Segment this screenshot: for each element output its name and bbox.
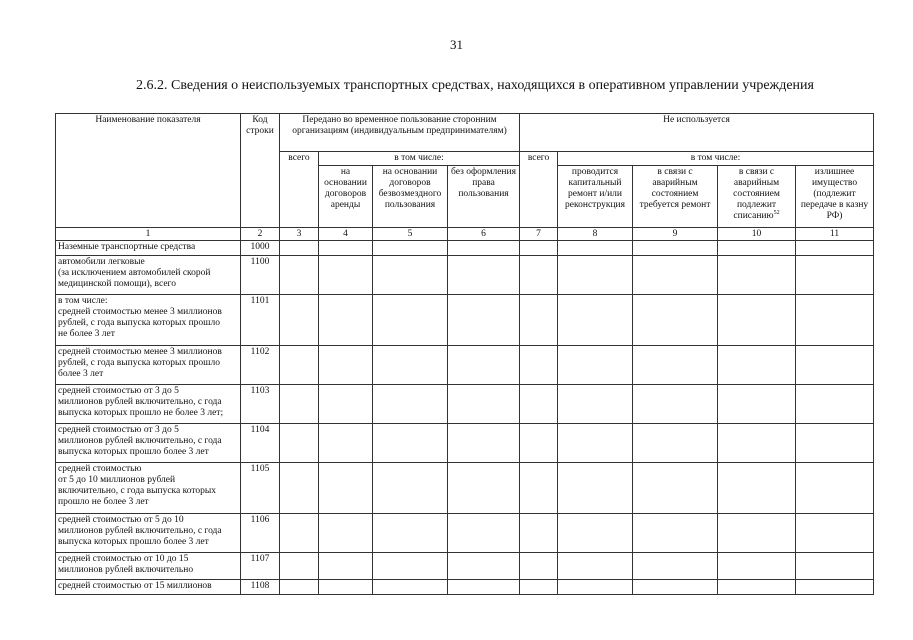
column-number: 9 bbox=[633, 228, 718, 241]
row-code: 1102 bbox=[241, 346, 280, 385]
data-cell bbox=[718, 256, 796, 295]
data-cell bbox=[718, 553, 796, 580]
data-cell bbox=[280, 295, 319, 346]
table-row bbox=[56, 424, 874, 463]
data-cell bbox=[448, 385, 520, 424]
column-number: 7 bbox=[520, 228, 558, 241]
column-number-row bbox=[56, 228, 874, 241]
section-title: 2.6.2. Сведения о неиспользуемых транспортных средствах, находящихся в оперативном управлении учреждения bbox=[136, 78, 814, 93]
data-cell bbox=[280, 346, 319, 385]
data-cell bbox=[319, 553, 373, 580]
column-number: 3 bbox=[280, 228, 319, 241]
data-cell bbox=[448, 580, 520, 595]
data-cell bbox=[558, 463, 633, 514]
column-number: 5 bbox=[373, 228, 448, 241]
header-transferred-total: всего bbox=[280, 152, 319, 228]
row-code: 1106 bbox=[241, 514, 280, 553]
data-cell bbox=[319, 424, 373, 463]
table-body bbox=[56, 241, 874, 595]
row-name: средней стоимостью от 10 до 15 миллионов рублей включительно bbox=[56, 553, 241, 580]
header-emergency-writeoff-text: в связи с аварийным состоянием подлежит списанию bbox=[733, 167, 780, 221]
table-row bbox=[56, 514, 874, 553]
column-number: 2 bbox=[241, 228, 280, 241]
column-number: 11 bbox=[796, 228, 874, 241]
data-cell bbox=[280, 463, 319, 514]
data-cell bbox=[633, 385, 718, 424]
header-surplus: излишнее имущество (подлежит передаче в казну РФ) bbox=[796, 166, 874, 228]
data-cell bbox=[448, 241, 520, 256]
row-code: 1105 bbox=[241, 463, 280, 514]
header-group-transferred: Передано во временное пользование сторонним организациям (индивидуальным предпринимателям) bbox=[280, 114, 520, 152]
data-cell bbox=[796, 424, 874, 463]
table-row bbox=[56, 256, 874, 295]
row-code: 1100 bbox=[241, 256, 280, 295]
data-cell bbox=[796, 385, 874, 424]
data-cell bbox=[373, 385, 448, 424]
header-unused-including: в том числе: bbox=[558, 152, 874, 166]
data-cell bbox=[280, 424, 319, 463]
data-cell bbox=[280, 385, 319, 424]
header-lease: на основании договоров аренды bbox=[319, 166, 373, 228]
data-cell bbox=[633, 241, 718, 256]
data-cell bbox=[448, 346, 520, 385]
table-row bbox=[56, 463, 874, 514]
column-number: 8 bbox=[558, 228, 633, 241]
data-cell bbox=[796, 241, 874, 256]
data-cell bbox=[520, 346, 558, 385]
data-cell bbox=[718, 346, 796, 385]
data-cell bbox=[796, 580, 874, 595]
header-unused-total: всего bbox=[520, 152, 558, 228]
data-cell bbox=[718, 424, 796, 463]
data-cell bbox=[373, 463, 448, 514]
table-row bbox=[56, 295, 874, 346]
row-name: средней стоимостью от 5 до 10 миллионов рублей включительно, с года выпуска которых прошло не более 3 лет bbox=[56, 463, 241, 514]
data-cell bbox=[718, 514, 796, 553]
data-cell bbox=[718, 580, 796, 595]
data-cell bbox=[280, 241, 319, 256]
data-cell bbox=[558, 346, 633, 385]
data-cell bbox=[718, 463, 796, 514]
data-cell bbox=[796, 256, 874, 295]
data-cell bbox=[373, 346, 448, 385]
header-no-rights: без оформления права пользования bbox=[448, 166, 520, 228]
data-cell bbox=[373, 241, 448, 256]
footnote-marker: 52 bbox=[773, 209, 780, 216]
header-code: Код строки bbox=[241, 114, 280, 228]
data-cell bbox=[633, 553, 718, 580]
data-cell bbox=[633, 514, 718, 553]
data-cell bbox=[448, 463, 520, 514]
row-name: автомобили легковые (за исключением автомобилей скорой медицинской помощи), всего bbox=[56, 256, 241, 295]
row-name: Наземные транспортные средства bbox=[56, 241, 241, 256]
data-cell bbox=[633, 463, 718, 514]
data-cell bbox=[558, 295, 633, 346]
data-cell bbox=[633, 295, 718, 346]
data-cell bbox=[520, 295, 558, 346]
data-cell bbox=[718, 241, 796, 256]
data-cell bbox=[796, 346, 874, 385]
data-cell bbox=[520, 256, 558, 295]
table-row bbox=[56, 385, 874, 424]
data-cell bbox=[558, 580, 633, 595]
header-free-use: на основании договоров безвозмездного пользования bbox=[373, 166, 448, 228]
data-cell bbox=[558, 256, 633, 295]
data-cell bbox=[319, 256, 373, 295]
data-cell bbox=[319, 580, 373, 595]
data-cell bbox=[373, 256, 448, 295]
data-cell bbox=[373, 553, 448, 580]
table-container bbox=[55, 113, 875, 640]
data-cell bbox=[373, 514, 448, 553]
data-cell bbox=[520, 424, 558, 463]
row-name: в том числе: средней стоимостью менее 3 миллионов рублей, с года выпуска которых прошло не более 3 лет bbox=[56, 295, 241, 346]
row-code: 1101 bbox=[241, 295, 280, 346]
data-cell bbox=[633, 424, 718, 463]
data-cell bbox=[280, 514, 319, 553]
data-cell bbox=[373, 580, 448, 595]
row-code: 1000 bbox=[241, 241, 280, 256]
data-cell bbox=[633, 256, 718, 295]
data-cell bbox=[796, 463, 874, 514]
row-name: средней стоимостью от 3 до 5 миллионов рублей включительно, с года выпуска которых прошло не более 3 лет; bbox=[56, 385, 241, 424]
page-number: 31 bbox=[450, 37, 463, 52]
data-cell bbox=[520, 580, 558, 595]
data-cell bbox=[558, 514, 633, 553]
data-cell bbox=[558, 241, 633, 256]
table-row bbox=[56, 553, 874, 580]
data-cell bbox=[373, 424, 448, 463]
column-number: 1 bbox=[56, 228, 241, 241]
unused-vehicles-table bbox=[55, 113, 874, 595]
data-cell bbox=[520, 241, 558, 256]
table-row bbox=[56, 346, 874, 385]
data-cell bbox=[319, 241, 373, 256]
data-cell bbox=[520, 463, 558, 514]
data-cell bbox=[319, 346, 373, 385]
row-code: 1107 bbox=[241, 553, 280, 580]
header-transferred-including: в том числе: bbox=[319, 152, 520, 166]
row-code: 1104 bbox=[241, 424, 280, 463]
data-cell bbox=[319, 514, 373, 553]
data-cell bbox=[558, 385, 633, 424]
row-name: средней стоимостью от 5 до 10 миллионов рублей включительно, с года выпуска которых прошло более 3 лет bbox=[56, 514, 241, 553]
row-name: средней стоимостью от 15 миллионов bbox=[56, 580, 241, 595]
data-cell bbox=[718, 295, 796, 346]
data-cell bbox=[373, 295, 448, 346]
data-cell bbox=[558, 424, 633, 463]
header-emergency-repair: в связи с аварийным состоянием требуется ремонт bbox=[633, 166, 718, 228]
data-cell bbox=[448, 424, 520, 463]
data-cell bbox=[448, 514, 520, 553]
data-cell bbox=[520, 514, 558, 553]
data-cell bbox=[280, 553, 319, 580]
data-cell bbox=[520, 385, 558, 424]
data-cell bbox=[796, 553, 874, 580]
header-capital-repair: проводится капитальный ремонт и/или реконструкция bbox=[558, 166, 633, 228]
row-code: 1103 bbox=[241, 385, 280, 424]
header-group-unused: Не используется bbox=[520, 114, 874, 152]
data-cell bbox=[633, 346, 718, 385]
data-cell bbox=[718, 385, 796, 424]
header-emergency-writeoff bbox=[718, 166, 796, 228]
column-number: 10 bbox=[718, 228, 796, 241]
header-name: Наименование показателя bbox=[56, 114, 241, 228]
data-cell bbox=[280, 256, 319, 295]
data-cell bbox=[520, 553, 558, 580]
row-name: средней стоимостью от 3 до 5 миллионов рублей включительно, с года выпуска которых прошло более 3 лет bbox=[56, 424, 241, 463]
data-cell bbox=[319, 385, 373, 424]
data-cell bbox=[796, 295, 874, 346]
row-name: средней стоимостью менее 3 миллионов рублей, с года выпуска которых прошло более 3 лет bbox=[56, 346, 241, 385]
data-cell bbox=[633, 580, 718, 595]
data-cell bbox=[319, 463, 373, 514]
column-number: 6 bbox=[448, 228, 520, 241]
data-cell bbox=[319, 295, 373, 346]
table-row bbox=[56, 241, 874, 256]
data-cell bbox=[280, 580, 319, 595]
data-cell bbox=[448, 295, 520, 346]
column-number: 4 bbox=[319, 228, 373, 241]
row-code: 1108 bbox=[241, 580, 280, 595]
table-row bbox=[56, 580, 874, 595]
data-cell bbox=[796, 514, 874, 553]
data-cell bbox=[448, 553, 520, 580]
data-cell bbox=[448, 256, 520, 295]
data-cell bbox=[558, 553, 633, 580]
